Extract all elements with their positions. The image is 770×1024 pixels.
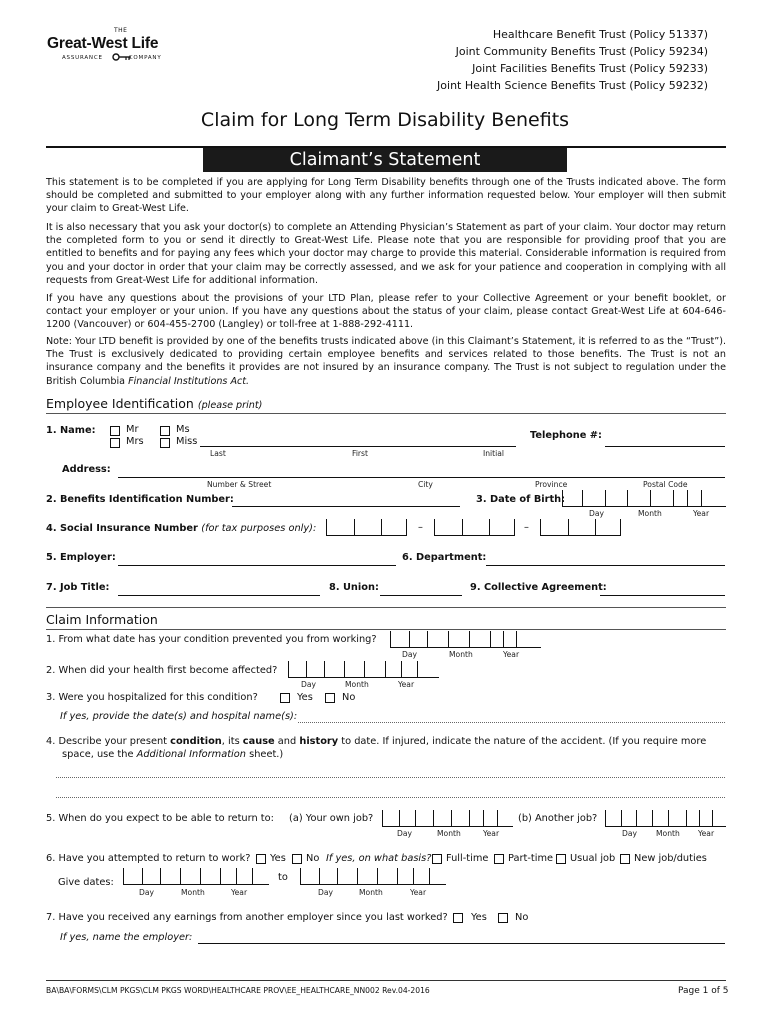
trust-line: Healthcare Benefit Trust (Policy 51337) [492, 28, 708, 41]
employer-label: 5. Employer: [46, 552, 116, 563]
claim-section-heading: Claim Information [46, 612, 158, 627]
initial-caption: Initial [483, 449, 505, 458]
yes-label: Yes [471, 912, 487, 923]
condition-line-2[interactable] [56, 797, 725, 798]
employer-name-note: If yes, name the employer: [60, 932, 193, 943]
no-label: No [306, 853, 320, 864]
hospitalized-no-checkbox[interactable] [325, 693, 335, 703]
intro-paragraph: This statement is to be completed if you are applying for Long Term Disability benefits through one of the Trusts indicated above. The form should be completed and submitted to your employer along with any further information requested below. Your employer will then submit your claim to Great-West Life. [46, 177, 726, 215]
month-caption: Month [437, 829, 461, 838]
no-label: No [515, 912, 529, 923]
claim-q7-label: 7. Have you received any earnings from another employer since you last worked? [46, 912, 448, 923]
section-rule [46, 607, 726, 608]
return-own-job-date-field[interactable] [382, 810, 513, 827]
mrs-checkbox[interactable] [110, 438, 120, 448]
mr-checkbox[interactable] [110, 426, 120, 436]
benefits-id-label: 2. Benefits Identification Number: [46, 494, 234, 505]
benefits-id-field[interactable] [232, 506, 460, 507]
attempt-end-date-field[interactable] [300, 868, 446, 885]
logo-the: THE [114, 27, 128, 34]
sin-part-1[interactable] [326, 519, 407, 536]
hospital-details-field[interactable] [298, 722, 725, 723]
year-caption: Year [698, 829, 715, 838]
section-banner: Claimant’s Statement [203, 148, 567, 172]
day-caption: Day [318, 888, 333, 897]
job-title-label: 7. Job Title: [46, 582, 110, 593]
miss-checkbox[interactable] [160, 438, 170, 448]
postal-code-caption: Postal Code [643, 480, 688, 489]
yes-label: Yes [297, 692, 313, 703]
section-rule [46, 413, 726, 414]
attempted-no-checkbox[interactable] [292, 854, 302, 864]
dash: – [524, 522, 529, 533]
collective-agreement-field[interactable] [600, 595, 725, 596]
month-caption: Month [656, 829, 680, 838]
day-caption: Day [589, 509, 604, 518]
claim-q1-label: 1. From what date has your condition prevented you from working? [46, 634, 377, 645]
attempted-yes-checkbox[interactable] [256, 854, 266, 864]
claim-q4-label: 4. Describe your present condition, its cause and history to date. If injured, indicate the nature of the accident. (If you require more space, use the Additional Information sheet.) [46, 736, 707, 760]
claim-q6-label: 6. Have you attempted to return to work? [46, 853, 251, 864]
basis-note: If yes, on what basis? [326, 853, 432, 864]
intro-paragraph: If you have any questions about the provisions of your LTD Plan, please refer to your Collective Agreement or your benefit booklet, or contact your employer or your union. If you have any questions about the status of your claim, please contact Great-West Life at 604-646-1200 (Vancouver) or 604-455-2700 (Langley) or toll-free at 1-888-292-4111. [46, 293, 726, 331]
mrs-label: Mrs [126, 436, 144, 447]
telephone-label: Telephone #: [530, 430, 602, 441]
union-label: 8. Union: [329, 582, 379, 593]
address-label: Address: [62, 464, 111, 475]
part-time-label: Part-time [508, 853, 554, 864]
return-another-job-date-field[interactable] [605, 810, 726, 827]
attempt-start-date-field[interactable] [123, 868, 269, 885]
part-time-checkbox[interactable] [494, 854, 504, 864]
miss-label: Miss [176, 436, 198, 447]
month-caption: Month [638, 509, 662, 518]
page-number: Page 1 of 5 [678, 986, 729, 996]
claim-q2-label: 2. When did your health first become affected? [46, 665, 278, 676]
no-label: No [342, 692, 356, 703]
department-label: 6. Department: [402, 552, 487, 563]
key-icon [112, 52, 132, 62]
year-caption: Year [693, 509, 710, 518]
earnings-yes-checkbox[interactable] [453, 913, 463, 923]
ms-label: Ms [176, 424, 190, 435]
hospitalized-yes-checkbox[interactable] [280, 693, 290, 703]
mr-label: Mr [126, 424, 139, 435]
full-time-label: Full-time [446, 853, 489, 864]
year-caption: Year [410, 888, 427, 897]
document-title: Claim for Long Term Disability Benefits [200, 109, 570, 131]
intro-note: Note: Your LTD benefit is provided by one of the benefits trusts indicated above (in this Claimant’s Statement, it is referred to as the “Trust”). The Trust is exclusively dedicated to providing certain employee benefits and services related to those benefits. The Trust is not an insurance company and the benefits it provides are not insured by an insurance company. The Trust is not subject to regulation under the British Columbia Financial Institutions Act. [46, 336, 726, 387]
year-caption: Year [231, 888, 248, 897]
usual-job-label: Usual job [570, 853, 616, 864]
earnings-no-checkbox[interactable] [498, 913, 508, 923]
province-caption: Province [535, 480, 568, 489]
dob-label: 3. Date of Birth: [476, 494, 566, 505]
year-caption: Year [483, 829, 500, 838]
union-field[interactable] [380, 595, 462, 596]
department-field[interactable] [486, 565, 725, 566]
name-label: 1. Name: [46, 425, 96, 436]
claim-q5-label: 5. When do you expect to be able to return to: [46, 813, 274, 824]
full-time-checkbox[interactable] [432, 854, 442, 864]
city-caption: City [418, 480, 433, 489]
condition-line-1[interactable] [56, 777, 725, 778]
unable-to-work-date-field[interactable] [390, 631, 541, 648]
yes-label: Yes [270, 853, 286, 864]
job-title-field[interactable] [118, 595, 320, 596]
street-caption: Number & Street [207, 480, 272, 489]
dash: – [418, 522, 423, 533]
own-job-label: (a) Your own job? [289, 813, 374, 824]
section-rule [46, 629, 726, 630]
name-field[interactable] [200, 446, 516, 447]
dob-field[interactable] [562, 490, 726, 507]
day-caption: Day [301, 680, 316, 689]
health-affected-date-field[interactable] [288, 661, 439, 678]
trust-line: Joint Health Science Benefits Trust (Policy 59232) [437, 79, 708, 92]
trust-line: Joint Facilities Benefits Trust (Policy 59233) [472, 62, 708, 75]
sin-label: 4. Social Insurance Number (for tax purposes only): [46, 523, 317, 534]
trust-list [378, 26, 708, 94]
month-caption: Month [449, 650, 473, 659]
other-employer-field[interactable] [198, 943, 725, 944]
new-job-checkbox[interactable] [620, 854, 630, 864]
day-caption: Day [622, 829, 637, 838]
day-caption: Day [139, 888, 154, 897]
last-name-caption: Last [210, 449, 226, 458]
telephone-field[interactable] [605, 446, 725, 447]
employee-section-heading: Employee Identification (please print) [46, 396, 263, 411]
usual-job-checkbox[interactable] [556, 854, 566, 864]
footer-rule [46, 980, 726, 981]
month-caption: Month [181, 888, 205, 897]
month-caption: Month [345, 680, 369, 689]
day-caption: Day [397, 829, 412, 838]
footer-path: BA\BA\FORMS\CLM PKGS\CLM PKGS WORD\HEALTHCARE PROV\EE_HEALTHCARE_NN002 Rev.04-2016 [46, 986, 430, 995]
day-caption: Day [402, 650, 417, 659]
ms-checkbox[interactable] [160, 426, 170, 436]
sin-part-2[interactable] [434, 519, 515, 536]
to-label: to [278, 872, 288, 883]
trust-line: Joint Community Benefits Trust (Policy 59234) [455, 45, 708, 58]
address-field[interactable] [118, 477, 725, 478]
claim-q3-label: 3. Were you hospitalized for this condition? [46, 692, 258, 703]
year-caption: Year [503, 650, 520, 659]
company-logo: Great-West Life [47, 35, 159, 52]
year-caption: Year [398, 680, 415, 689]
intro-paragraph: It is also necessary that you ask your doctor(s) to complete an Attending Physician’s Statement as part of your claim. Your doctor may return the completed form to you or send it directly to Great-West Life. Please note that you are responsible for providing proof that you are entitled to benefits and for paying any fees which your doctor may charge to provide this material. Considerable information is required from you and your doctor in order that your claim may be correctly assessed, and we ask for your patience and cooperation in complying with all requests from Great-West Life for additional information. [46, 222, 726, 286]
first-name-caption: First [352, 449, 368, 458]
logo-subtitle: ASSURANCE COMPANY [62, 55, 162, 61]
another-job-label: (b) Another job? [518, 813, 598, 824]
collective-agreement-label: 9. Collective Agreement: [470, 582, 607, 593]
new-job-label: New job/duties [634, 853, 707, 864]
hospital-note: If yes, provide the date(s) and hospital name(s): [60, 711, 298, 722]
give-dates-label: Give dates: [58, 877, 114, 888]
sin-part-3[interactable] [540, 519, 621, 536]
month-caption: Month [359, 888, 383, 897]
employer-field[interactable] [118, 565, 396, 566]
